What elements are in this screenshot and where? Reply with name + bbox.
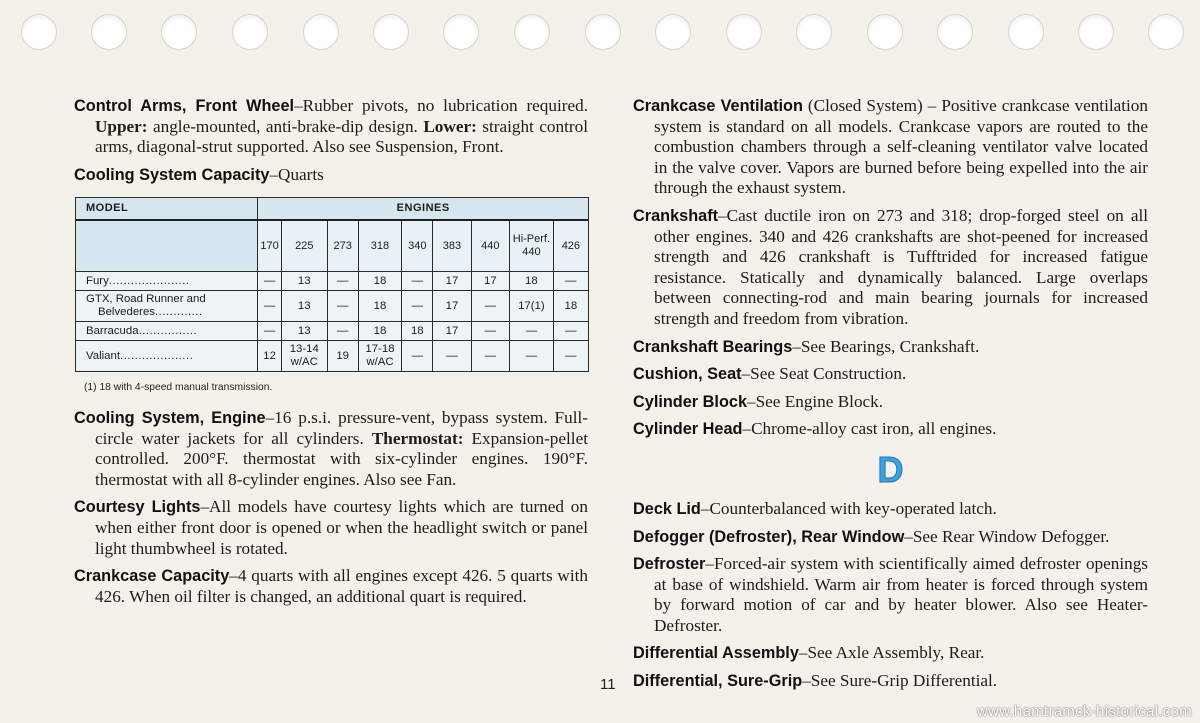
table-cell: 17: [471, 272, 509, 291]
engine-header: 426: [553, 220, 588, 272]
model-cell: [76, 322, 258, 341]
table-cell: —: [471, 291, 509, 322]
entry-text: –See Engine Block.: [747, 391, 884, 411]
leader-dots: ......................: [108, 274, 190, 287]
entry-text: –See Axle Assembly, Rear.: [798, 643, 985, 663]
engine-header: 383: [433, 220, 471, 272]
model-column-header: MODEL: [76, 198, 258, 221]
table-row: [76, 272, 589, 291]
entry-text: Expansion-pellet controlled. 200°F. thermostat with six-cylinder engines. 190°F. thermostat with all 8-cylinder engines. Also see Fan.: [95, 428, 588, 489]
entry-cushion-seat: [633, 364, 1148, 385]
table-row: [76, 291, 589, 322]
entry-term: Control Arms, Front Wheel: [74, 97, 295, 115]
entry-term: Cushion, Seat: [633, 365, 742, 384]
model-name: GTX, Road Runner and: [86, 293, 206, 306]
table-row: [76, 322, 589, 341]
model-name: Valiant: [86, 349, 120, 362]
entry-differential-sure-grip: [633, 671, 1148, 692]
entry-text: straight control arms, diagonal-strut supported. Also see Suspension, Front.: [95, 116, 588, 157]
table-cell: 12: [258, 341, 281, 372]
leader-dots: .............: [155, 306, 203, 319]
entry-text: angle-mounted, anti-brake-dip design.: [147, 116, 424, 136]
binder-hole: [655, 14, 691, 50]
binder-hole: [21, 14, 57, 50]
entry-defogger: [633, 527, 1148, 548]
entry-sublabel: Lower:: [423, 116, 477, 136]
leader-dots: ....................: [119, 349, 194, 362]
cooling-capacity-table: [75, 197, 589, 372]
engine-header-row: [76, 220, 589, 272]
table-cell: —: [258, 291, 281, 322]
entry-term: Courtesy Lights: [74, 498, 201, 517]
entry-term: Crankcase Ventilation: [633, 97, 803, 115]
right-column: [633, 96, 1148, 699]
table-cell: 13-14 w/AC: [281, 341, 327, 372]
entry-courtesy-lights: [74, 497, 588, 559]
entry-text: –Rubber pivots, no lubrication required.: [294, 96, 588, 115]
entry-text: –Cast ductile iron on 273 and 318; drop-forged steel on all other engines. 340 and 426 crankshafts are shot-peened for increased strength and 426 crankshaft is Tufftrided for increased fatigue resistance. Statically and dynamically balanced. Large overlaps between connecting-rod and main bearing journals for increased strength and freedom from vibration.: [654, 205, 1148, 328]
engine-header: 273: [327, 220, 358, 272]
table-cell: —: [258, 272, 281, 291]
page-number: 11: [600, 676, 616, 693]
table-cell: —: [471, 322, 509, 341]
binder-hole: [1148, 14, 1184, 50]
binder-holes: [0, 0, 1200, 70]
blank-cell: [76, 220, 258, 272]
table-cell: 18: [358, 272, 402, 291]
table-cell: —: [553, 272, 588, 291]
entry-deck-lid: [633, 499, 1148, 520]
entry-text: –4 quarts with all engines except 426. 5 quarts with 426. When oil filter is changed, an additional quart is required.: [95, 566, 588, 606]
entry-text: –Counterbalanced with key-operated latch.: [700, 498, 997, 518]
table-cell: 13: [281, 272, 327, 291]
entry-sublabel: Upper:: [95, 116, 148, 136]
section-letter-d: D: [877, 448, 904, 490]
entry-text: –Forced-air system with scientifically aimed defroster openings at base of windshield. Warm air from heater is forced through system by forward motion of car and by heater blower. Also see Heater-Defroster.: [654, 554, 1148, 635]
binder-hole: [726, 14, 762, 50]
entry-term: Cooling System Capacity: [74, 165, 270, 184]
leader-dots: ................: [138, 324, 198, 337]
entry-text: –See Bearings, Crankshaft.: [792, 336, 980, 356]
engines-column-header: ENGINES: [258, 198, 589, 221]
table-cell: 18: [510, 272, 554, 291]
entry-text: –Quarts: [269, 164, 324, 184]
entry-defroster: [633, 554, 1148, 636]
binder-hole: [443, 14, 479, 50]
binder-hole: [161, 14, 197, 50]
binder-hole: [796, 14, 832, 50]
entry-term: Crankshaft: [633, 206, 719, 225]
engine-header: 225: [281, 220, 327, 272]
binder-hole: [1078, 14, 1114, 50]
table-footnote: (1) 18 with 4-speed manual transmission.: [84, 382, 273, 394]
entry-cylinder-block: [633, 392, 1148, 413]
table-cell: 17-18 w/AC: [358, 341, 402, 372]
left-column: [74, 96, 588, 614]
entry-term: Differential, Sure-Grip: [633, 672, 803, 691]
entry-text: –See Rear Window Defogger.: [904, 526, 1110, 546]
table-cell: —: [402, 291, 433, 322]
table-cell: —: [510, 322, 554, 341]
binder-hole: [91, 14, 127, 50]
engine-header: 170: [258, 220, 281, 272]
entry-crankcase-capacity: [74, 566, 588, 607]
table-cell: —: [433, 341, 471, 372]
table-cell: 13: [281, 322, 327, 341]
engine-header: 440: [471, 220, 509, 272]
engine-header: Hi-Perf. 440: [510, 220, 554, 272]
table-cell: 17: [433, 291, 471, 322]
entry-crankshaft: [633, 206, 1148, 330]
table-cell: 18: [358, 322, 402, 341]
entry-cooling-capacity: [74, 165, 588, 186]
entry-differential-assembly: [633, 643, 1148, 664]
engine-header: 340: [402, 220, 433, 272]
entry-term: Crankcase Capacity: [74, 567, 230, 586]
entry-cooling-engine: [74, 408, 588, 490]
table-cell: —: [553, 341, 588, 372]
table-cell: 18: [553, 291, 588, 322]
model-name: Fury: [86, 274, 109, 287]
table-cell: —: [327, 291, 358, 322]
binder-hole: [232, 14, 268, 50]
entry-term: Differential Assembly: [633, 644, 799, 663]
table-cell: 17(1): [510, 291, 554, 322]
table-header-row: [76, 198, 589, 221]
entry-term: Deck Lid: [633, 499, 701, 518]
entry-term: Crankshaft Bearings: [633, 337, 793, 356]
binder-hole: [373, 14, 409, 50]
table-cell: —: [327, 322, 358, 341]
entry-crankcase-ventilation: [633, 96, 1148, 199]
model-name: Belvederes: [98, 306, 155, 319]
entry-text: –16 p.s.i. pressure-vent, bypass system. Full-circle water jackets for all cylinders.: [95, 407, 588, 448]
entry-sublabel: Thermostat:: [371, 428, 464, 448]
entry-cylinder-head: [633, 419, 1148, 440]
table-cell: —: [402, 341, 433, 372]
table-row: [76, 341, 589, 372]
entry-text: –All models have courtesy lights which are turned on when either front door is opened or when the headlight switch or panel light thumbwheel is rotated.: [95, 497, 588, 558]
table-cell: —: [402, 272, 433, 291]
entry-term: Cylinder Block: [633, 392, 748, 411]
entry-text: –Chrome-alloy cast iron, all engines.: [742, 419, 997, 439]
entry-text: (Closed System) – Positive crankcase ventilation system is standard on all models. Crankcase vapors are routed to the combustion chambers through a self-cleaning ventilator valve located in the valve cover. Vapors are burned before being expelled into the air through the exhaust system.: [654, 96, 1148, 198]
table-cell: 18: [358, 291, 402, 322]
entry-crankshaft-bearings: [633, 337, 1148, 358]
table-cell: 17: [433, 322, 471, 341]
entry-text: –See Seat Construction.: [741, 364, 907, 384]
table-cell: 19: [327, 341, 358, 372]
table-cell: —: [258, 322, 281, 341]
table-cell: —: [553, 322, 588, 341]
binder-hole: [867, 14, 903, 50]
binder-hole: [514, 14, 550, 50]
table-cell: 13: [281, 291, 327, 322]
binder-hole: [937, 14, 973, 50]
binder-hole: [585, 14, 621, 50]
entry-text: –See Sure-Grip Differential.: [802, 671, 998, 691]
table-cell: 18: [402, 322, 433, 341]
entry-term: Cooling System, Engine: [74, 408, 266, 427]
engine-header: 318: [358, 220, 402, 272]
table-cell: 17: [433, 272, 471, 291]
table-cell: —: [471, 341, 509, 372]
table-cell: —: [327, 272, 358, 291]
model-cell: [76, 291, 258, 322]
entry-term: Defogger (Defroster), Rear Window: [633, 527, 905, 546]
entry-term: Cylinder Head: [633, 420, 743, 439]
entry-control-arms: [74, 96, 588, 158]
site-watermark: www.hamtramck-historical.com: [976, 703, 1192, 720]
model-name: Barracuda: [86, 324, 139, 337]
table-cell: —: [510, 341, 554, 372]
model-cell: [76, 272, 258, 291]
binder-hole: [303, 14, 339, 50]
model-cell: [76, 341, 258, 372]
entry-term: Defroster: [633, 555, 706, 574]
binder-hole: [1008, 14, 1044, 50]
